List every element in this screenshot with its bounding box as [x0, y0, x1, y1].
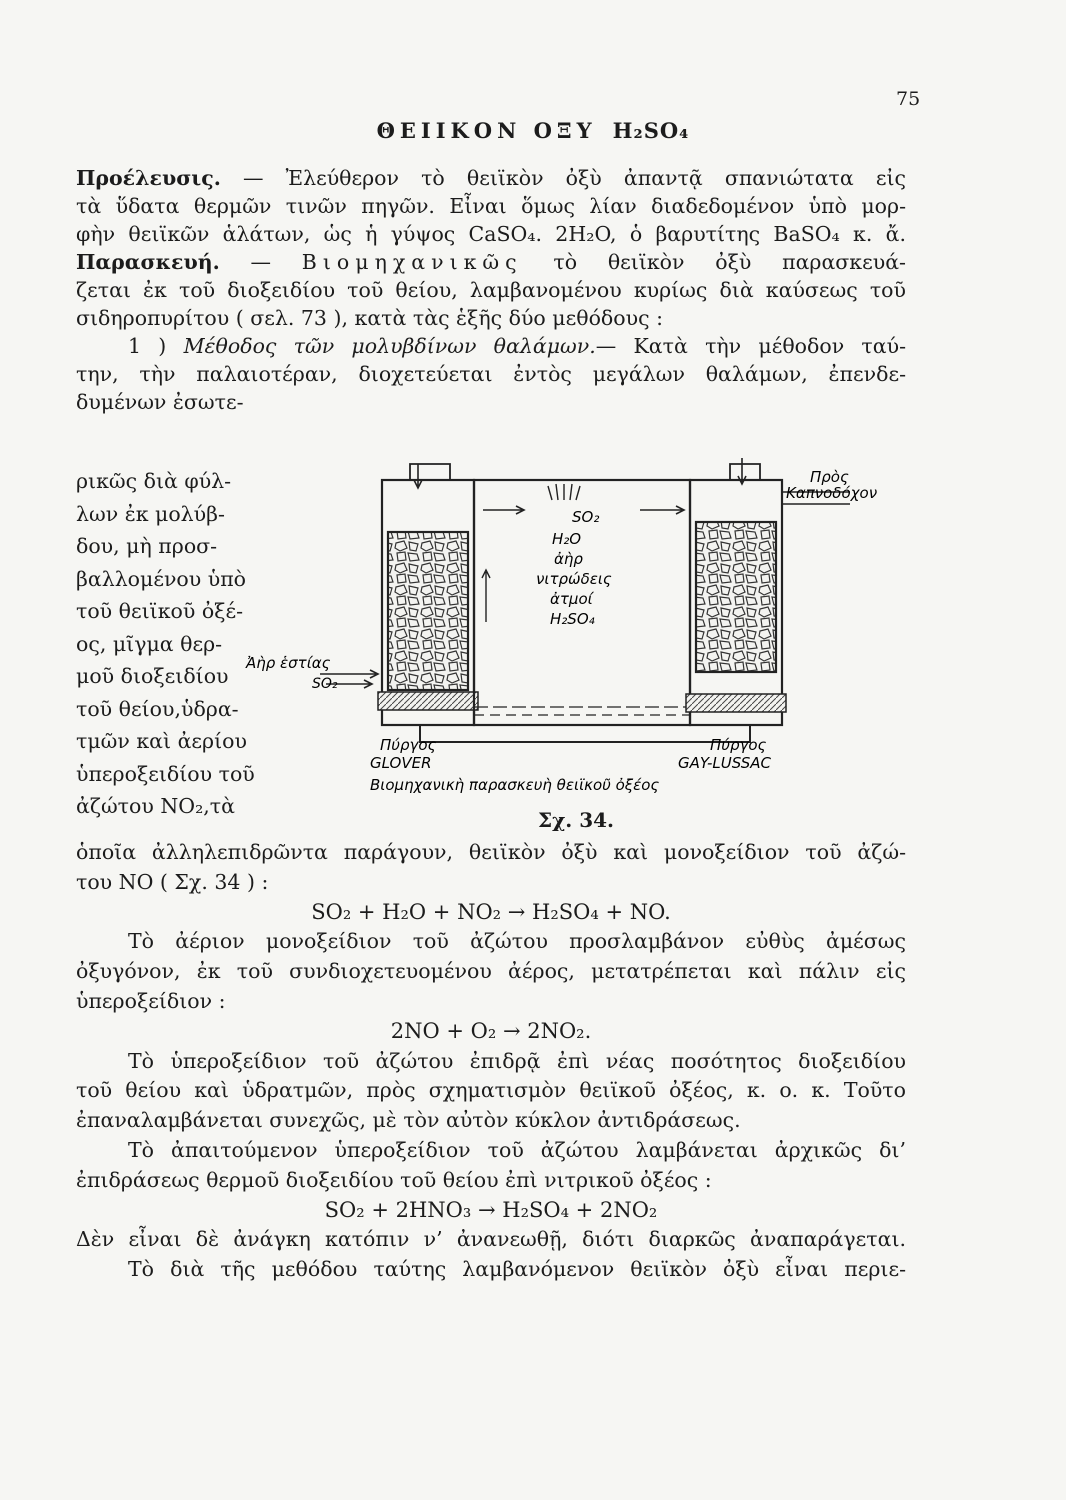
preparation-line-1: Παρασκευή. — Βιομηχανικῶς τὸ θειϊκὸν ὀξὺ παρασκευά- [76, 250, 906, 274]
industrially-word: Βιομηχανικῶς [301, 250, 523, 274]
origin-label: Προέλευσις. [76, 166, 221, 190]
narrow-line: ρικῶς διὰ φύλ- [76, 469, 232, 493]
narrow-line: τμῶν καὶ ἀερίου [76, 729, 247, 753]
glover-liquid [378, 692, 478, 710]
label-h2so4: H₂SO₄ [550, 610, 595, 628]
label-vapors: ἀτμοί [550, 590, 593, 608]
gay-lussac-liquid [686, 694, 786, 712]
preparation-line-2: ζεται ἐκ τοῦ διοξειδίου τοῦ θείου, λαμβανομένου κυρίως διὰ καύσεως τοῦ [76, 278, 906, 302]
intro-block [76, 164, 906, 416]
figure-34 [246, 452, 910, 832]
text-line: Τὸ ἀέριον μονοξείδιον τοῦ ἀζώτου προσλαμβάνον εὐθὺς ἀμέσως [128, 929, 906, 954]
text-line: τοῦ θείου καὶ ὑδρατμῶν, πρὸς σχηματισμὸν θειϊκοῦ ὀξέος, κ. ο. κ. Τοῦτο [76, 1078, 906, 1103]
label-nitrous: νιτρώδεις [536, 570, 612, 588]
figure-caption-title: Βιομηχανικὴ παρασκευὴ θειϊκοῦ ὀξέος [370, 776, 660, 794]
preparation-label: Παρασκευή. [76, 250, 220, 274]
narrow-line: τοῦ θειϊκοῦ ὀξέ- [76, 599, 244, 623]
origin-line-2: τὰ ὕδατα θερμῶν τινῶν πηγῶν. Εἶναι ὅμως λίαν διαδεδομένον ὑπὸ μορ- [76, 194, 906, 218]
page-number: 75 [896, 88, 921, 110]
equation-1: SO₂ + H₂O + NO₂ → H₂SO₄ + NO. [311, 899, 671, 924]
narrow-line: βαλλομένου ὑπὸ [76, 566, 247, 591]
label-so2: SO₂ [572, 508, 600, 526]
label-h2o: H₂O [552, 530, 582, 548]
main-text [76, 838, 906, 1285]
label-furnace-air: Ἀὴρ ἑστίας [246, 654, 331, 672]
method-1-line-2: την, τὴν παλαιοτέραν, διοχετεύεται ἐντὸς μεγάλων θαλάμων, ἐπενδε- [76, 362, 906, 386]
method-1-title: Μέθοδος τῶν μολυβδίνων θαλάμων. [183, 334, 596, 358]
text-line: ὀξυγόνον, ἐκ τοῦ συνδιοχετευομένου ἀέρος, μετατρέπεται καὶ πάλιν εἰς [76, 959, 906, 984]
method-1-line-3: δυμένων ἐσωτε- [76, 390, 244, 414]
text-line: Τὸ ἀπαιτούμενον ὑπεροξείδιον τοῦ ἀζώτου λαμβάνεται ἀρχικῶς δι’ [128, 1137, 906, 1162]
origin-line-1: Προέλευσις. — Ἐλεύθερον τὸ θειϊκὸν ὀξὺ ἀπαντᾷ σπανιώτατα εἰς [76, 166, 906, 190]
narrow-line: λων ἐκ μολύβ- [76, 501, 225, 526]
label-glover-2: GLOVER [370, 754, 432, 772]
label-gay-lussac-1: Πύργος [710, 736, 767, 754]
narrow-column [76, 465, 286, 823]
narrow-line: ὑπεροξειδίου τοῦ [76, 761, 255, 786]
figure-number: Σχ. 34. [538, 808, 615, 832]
narrow-line: ἀζώτου NO₂,τὰ [76, 794, 235, 818]
sulfuric-acid-plant-diagram [246, 452, 910, 832]
equation-2: 2NO + O₂ → 2NO₂. [390, 1018, 592, 1043]
title-text: ΘΕΙΙΚΟΝ ΟΞΥ [376, 118, 597, 143]
text-line: ὁποῖα ἀλληλεπιδρῶντα παράγουν, θειϊκὸν ὀξὺ καὶ μονοξείδιον τοῦ ἀζώ- [76, 840, 906, 864]
glover-packing [388, 532, 468, 690]
text-line: ὑπεροξείδιον : [76, 988, 226, 1013]
label-so2-inlet: SO₂ [312, 676, 338, 692]
narrow-line: ος, μῖγμα θερ- [76, 631, 223, 656]
preparation-line-3: σιδηροπυρίτου ( σελ. 73 ), κατὰ τὰς ἑξῆς δύο μεθόδους : [76, 306, 663, 330]
origin-line-3: φὴν θειϊκῶν ἁλάτων, ὡς ἡ γύψος CaSO₄. 2H₂O, ὁ βαρυτίτης BaSO₄ κ. ἄ. [76, 222, 906, 246]
text-line: ἐπαναλαμβάνεται συνεχῶς, μὲ τὸν αὐτὸν κύκλον ἀντιδράσεως. [76, 1108, 741, 1133]
label-glover-1: Πύργος [380, 736, 437, 754]
equation-3: SO₂ + 2HNO₃ → H₂SO₄ + 2NO₂ [324, 1197, 658, 1222]
narrow-line: τοῦ θείου,ὑδρα- [76, 696, 239, 721]
text-line: του NO ( Σχ. 34 ) : [76, 869, 269, 894]
method-1-line-1: 1 ) Μέθοδος τῶν μολυβδίνων θαλάμων.— Κατὰ τὴν μέθοδον ταύ- [128, 334, 906, 358]
label-chimney: Καπνοδόχον [786, 484, 878, 502]
label-gay-lussac-2: GAY-LUSSAC [678, 754, 771, 772]
narrow-line: μοῦ διοξειδίου [76, 664, 229, 688]
narrow-line: δου, μὴ προσ- [76, 534, 218, 558]
text-line: Τὸ ὑπεροξείδιον τοῦ ἀζώτου ἐπιδρᾷ ἐπὶ νέας ποσότητος διοξειδίου [128, 1048, 906, 1073]
text-line: Δὲν εἶναι δὲ ἀνάγκη κατόπιν ν’ ἀνανεωθῇ, διότι διαρκῶς ἀναπαράγεται. [76, 1227, 906, 1252]
text-line: Τὸ διὰ τῆς μεθόδου ταύτης λαμβανόμενον θειϊκὸν ὀξὺ εἶναι περιε- [128, 1257, 906, 1282]
label-to-chimney: Πρὸς [810, 468, 849, 486]
page-title [0, 118, 1066, 143]
title-formula: H₂SO₄ [612, 118, 690, 143]
gay-lussac-packing [696, 522, 776, 672]
text-line: ἐπιδράσεως θερμοῦ διοξειδίου τοῦ θείου ἐπὶ νιτρικοῦ ὀξέος : [76, 1167, 712, 1192]
label-air: ἀὴρ [554, 550, 583, 568]
